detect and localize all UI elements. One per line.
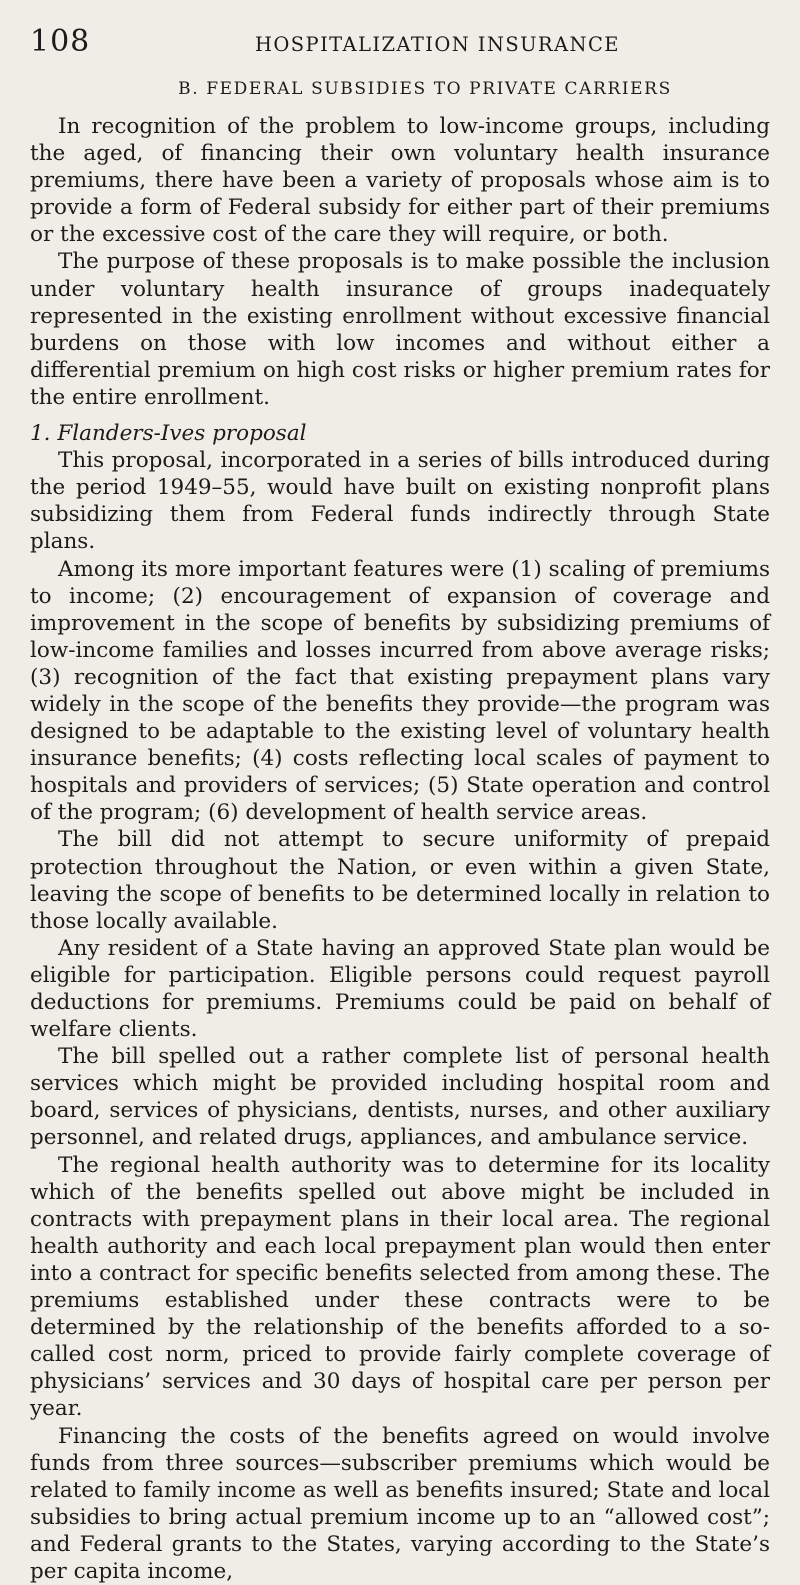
- body-text: [30, 113, 770, 1585]
- paragraph: The bill spelled out a rather complete list of personal health services which might be provided including hospital room and board, services of physicians, dentists, nurses, and other auxiliary personnel, and related drugs, appliances, and ambulance service.: [30, 1043, 770, 1151]
- page-number: 108: [30, 24, 90, 59]
- paragraph: The bill did not attempt to secure uniformity of prepaid protection throughout the Nation, or even within a given State, leaving the scope of benefits to be determined locally in relation to those locally available.: [30, 826, 770, 934]
- paragraph: In recognition of the problem to low-income groups, including the aged, of financing their own voluntary health insurance premiums, there have been a variety of proposals whose aim is to provide a form of Federal subsidy for either part of their premiums or the excessive cost of the care they will require, or both.: [30, 113, 770, 248]
- paragraph: The purpose of these proposals is to make possible the inclusion under voluntary health insurance of groups inadequately represented in the existing enrollment without excessive financial burdens on those with low incomes and without either a differential premium on high cost risks or higher premium rates for the entire enrollment.: [30, 248, 770, 411]
- paragraph: Among its more important features were (1) scaling of premiums to income; (2) encouragement of expansion of coverage and improvement in the scope of benefits by subsidizing premiums of low-income families and losses incurred from above average risks; (3) recognition of the fact that existing prepayment plans vary widely in the scope of the benefits they provide—the program was designed to be adaptable to the existing level of voluntary health insurance benefits; (4) costs reflecting local scales of payment to hospitals and providers of services; (5) State operation and control of the program; (6) development of health service areas.: [30, 556, 770, 827]
- running-head: [30, 24, 772, 64]
- section-heading: B. FEDERAL SUBSIDIES TO PRIVATE CARRIERS: [0, 79, 800, 99]
- subsection-heading: 1. Flanders-Ives proposal: [30, 420, 770, 447]
- paragraph: Financing the costs of the benefits agreed on would involve funds from three sources—subscriber premiums which would be related to family income as well as benefits insured; State and local subsidies to bring actual premium income up to an “allowed cost”; and Federal grants to the States, varying according to the State’s per capita income,: [30, 1423, 770, 1585]
- paragraph: This proposal, incorporated in a series of bills introduced during the period 1949–55, would have built on existing nonprofit plans subsidizing them from Federal funds indirectly through State plans.: [30, 447, 770, 555]
- paragraph: Any resident of a State having an approved State plan would be eligible for participation. Eligible persons could request payroll deductions for premiums. Premiums could be paid on behalf of welfare clients.: [30, 935, 770, 1043]
- running-title: HOSPITALIZATION INSURANCE: [255, 33, 620, 56]
- paragraph: The regional health authority was to determine for its locality which of the benefits spelled out above might be included in contracts with prepayment plans in their local area. The regional health authority and each local prepayment plan would then enter into a contract for specific benefits selected from among these. The premiums established under these contracts were to be determined by the relationship of the benefits afforded to a so-called cost norm, priced to provide fairly complete coverage of physicians’ services and 30 days of hospital care per person per year.: [30, 1152, 770, 1423]
